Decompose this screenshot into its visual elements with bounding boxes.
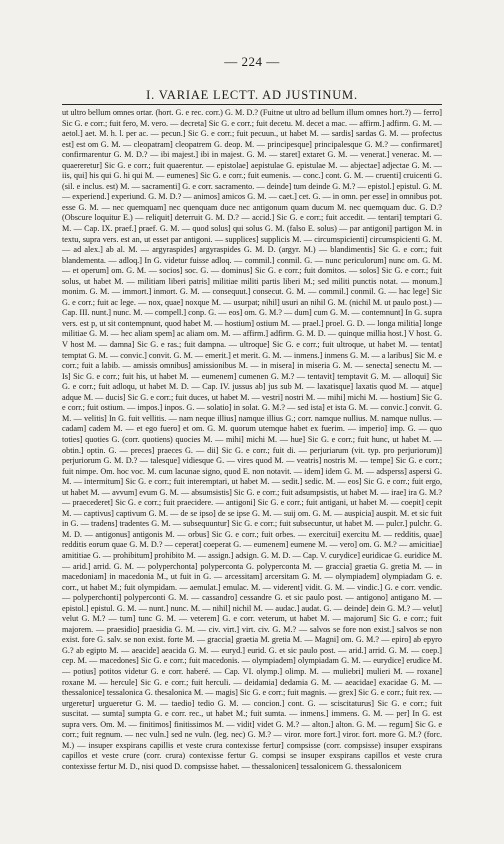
variant-readings-text: ut ultro bellum omnes ortar. (hort. G. e rec. corr.) G. M. D.? (Fuitne ut ultro ad bellum illum omnes hort.?) — ferro] Sic G. e corr.; fuit fero, M. vero. — decreta] Sic G. e corr.; fuit decetu. M. decet a mac. — affirm.] adfirm. G. M. — aetol.] aet. M. h. l. per ac. — pecun.] Sic G. e corr.; fuit pecuun., ut habet M. — sardis] sardas G. M. — profectus est] est om G. M. — cleopatram] cleopatrem G. deop. M. — principesque] principalesque G. M.? — confirmaret] confirmarentur G. M. D.? — ibi majest.] ibi in majest. G. M. — staret] extaret G. M. — venerat.] venerac. M. — quaereretur] Sic G. e corr.; fuit quaerentur. — epistolae] aepistulae G. epistulae M. — abjectae] adjectae G. M. — iis, qui] his qui G. hi qui M. — eumenes] Sic G. e corr.; fuit eumenis. — conc.] cont. G. M. — cruenti] cruicenti G. (sil. e inclus. est) M. — sacramenti] G. e corr. sacramento. — deinde] tum deinde G. M.? — epistol.] epistul. G. M. — experiend.] experiund. G. M. D.? — animos] amicos G. M. — caet.] cet. G. — in omn. per esse] in omnibus pot. esse G. M. — nec quemquam] nec quenquam duce nec antigonum quam ducum M. nec quemquam duc. G. D.? (Obscure loquitur E.) — reliquit] deterruit G. M. D.? — accid.] Sic G. e corr.; fuit accedit. — tentari] temptari G. M. — Cap. IX. praef.] praef. G. M. — quod solus] qui solus G. M. (falso E. solus) — par antigoni] partigon M. in textu, supra vers. est an, ut esset par antigoni. — supplices] supplicis M. — circumspicienti] circumspicienti G. M. — ad alex.] ab al. M. — argyraspides] argyraspides G. M. D. (argyr. M.) — blandimentis] Sic G. e corr.; fuit blandementa. — adloq.] In G. videtur fuisse adloq. — commil.] conmil. G. — nunc periculorum] nunc om. G. M. — et operum] om. G. M. — socios] soc. G. — dominus] Sic G. e corr.; fuit domitos. — solos] Sic G. e corr.; fuit solus, ut habet M. — militiam liberi patris] militiae militi partis liberi M.; sed militi punctis notat. — monum.] monim. G. M. — immort.] inmort. G. M. — consequut.] consecut. G. M. — commil.] conmil. G. — hac lege] Sic G. e corr.; fuit ac lege. — nox, quae] noxque M. — usurpat; nihil] usuri an nihil G. M. (nichil M. ut paulo post.) — Cap. III. nunt.] nunc. M. — compell.] conp. G. — eos] om. G. M.? — dum] cum G. M. — contemnunt] In G. supra vers. est p, ut sit contempnunt, quod habet M. — hostium] ostium M. — prael.] proel. G. D. — longa militia] longe militiae G. M. — hec aliam spem] ac aliam om. M. — affirm.] adfirm. G. M. D. — quinque millia host.] V host. G. V host M. — damna] Sic G. e ras.; fuit dampna. — ultroque] Sic G. e corr.; fuit ultroque, ut habet M. — tentat] temptat G. M. — convic.] convit. G. M. — emerit.] et merit. G. M. — inmens.] inmens G. M. — a laribus] Sic M. e corr.; fuit a labib. — amissis omnibus] amissionibus M. — in misera] in miseria G. M. — senecta] senectu M. — Is] Sic G. e corr.; fuit his, ut habet M. — eumenem] cumenen G. M.? — tentavit] temptavit G. M. — alloqui] Sic G. e corr.; fuit adloqu, ut habet M. D. — Cap. IV. jussus ab] jus sub M. — laxatisque] laxatis quod M. — atque] adque M. — ducis] Sic G. e corr.; fuit duces, ut habet M. — vestri] nostri M. — mihi] michi M. — hostium] Sic G. e corr.; fuit ostium. — impos.] inpos. G. — solatio] in solat. G. M.? — sed ista] et ista G. M. — convic.] convit. G. M. — velitis] In G. fuit vellitis. — nam neque illius] namque illius G.; corr. namque nullius. M. namque nullus. — cadam] cadem M. — et ego fuero] et om. G. M. quorum utemque habet ex fuerim. — imperio] imp. G. — quo toties] quoties G. (corr. quotiens) quocies M. — mihi] michi M. — hue] Sic G. e corr.; fuit hunc, ut habet M. — obtin.] optin. G. — preces] praeces G. — dii] Sic G. e corr.; fuit di. — perjuriarum (vit. typ. pro perjuriorum)] perjuriorum G. M. D.? — talesque] vidiesque G. — vires quod M. — veatris] nostris M. — tempe] Sic G. e corr.; fuit nimpe. Om. hoc voc. M. cum lacunae signo, quod E. non notavit. — idem] idem G. M. — adsperss] aspersi G. M. — intermitum] Sic G. e corr.; fuit interemptari, ut habet M. — sedit.] sedic. M. — eos] Sic G. e corr.; fuit ergo, ut habet M. — avvum] evum G. M. — absumsistis] Sic G. e corr.; fuit adsumpsistis, ut habet M. — irae] ira G. M.? — praecederet] Sic G. e corr.; fuit praecidere. — antigoni] Sic G. e corr.; fuit antigani, ut habet M. — coepit] cepit M. — captivus] captivum G. M. — de se ipso] de se ipse G. M. — suij om. G. M. — auspicia] auspit. M. et sic fuit in G. — tradens] tradentes G. M. — subsequuntur] Sic G. e corr.; fuit subsecuntur, ut habet M. — pulcr.] pulchr. G. M. D. — antigonus] antigonis M. — orbus] Sic G. e corr.; fuit orbes. — exercitui] exercitu M. — redditis, quae] redditis eorum quae G. M. D.? — ceperat] coeperat G. — eumenem] eumene M. — vero] om. G. M.? — amicitiae] amititiae G. — prohibitum] prohibito M. — assign.] adsign. G. M. D. — Cap. V. curydice] euridicae G. euridice M. — arid.] arrid. G. M. — polyperchonta] polyperconta G. polyperconta M. — graccia] graetia G. gretia M. — in macedoniam] in macedonia M., ut fuit in G. — arcessitam] arcersitam G. M. — olympiadem] olympiadam G. e. corr., ut habet M.; fuit olympidam. — aemulat.] emulac. M. — viderent] vidit. G. M. — vindic.] G. e corr. vendic. — polyperchonti] polyperconti G. M. — cassandro] cessandre G. et sic paulo post. — antigono] antigano M. — epistol.] epistul. G. M. — nunt.] nunc. M. — nihil] nichil M. — audac.] audat. G. — deinde] dein G. M.? — velut] velut G. M.? — tum] tunc G. M. — veterem] G. e corr. veterum, ut habet M. — majorum] Sic G. e corr.; fuit majorem. — praesidio] praesidia G. M. — civ. virt.] virt. civ. G. M.? — salvos se fore non exist.] salvos se non exist. fore G. salv. se non exist. forte M. — graccia] graetia M. gretia M. — Magni] om. G. M.? — epiro] ab epyro G.? ab egipto M. — aeacide] aeacida G. M. — euryd.] eurid. G. et sic paulo post. — arid.] arrid. G. M. — coep.] cep. M. — macedones] Sic G. e corr.; fuit macedonis. — olympiadem] olympiadam G. M. — eurydice] erudice M. — potius] potitos videtur G. e corr. haberé. — Cap. VI. olymp.] olimp. M. — muliebri] mulieri M. — roxane] roxane M. — hercule] Sic G. e corr.; fuit herculi. — deidamia] dedamia G. M. — aeacidae] exacidae G. M. — thessalonice] tessalonica G. thesalonica M. — magis] Sic G. e corr.; fuit magnis. — grex] Sic G. e corr.; fuit rex. — urgeretur] urgueretur G. M. — taedio] tedio G. M. — concion.] cont. G. — sciscitaturus] Sic G. e corr.; fuit suscitat. — sumta] sumpta G. e corr. rec., ut habet M.; fuit sumta. — inmens.] immens. G. M. — per] In G. est supra vers. Om. M. — finitimos] finitissimos M. — vidit] videt G. M.? — alton.] alton. G. M. — regum] Sic G. e corr.; fuit regnum. — nec vuln.] sed ne vuln. (leg. nec) G. M.? — viror. more fort.] viror. fort. more G. M.? (forc. M.) — insuper exspirans capillis et veste crura contexisse fertur] compsisse (corr. compsisse) insuper exspirans capillos et veste crure (corr. crura) contexisse fertur G. compsi se insuper exspirans capillos et veste crura contexisse fertur M. D., nisi quod D. compsisse habet. — thessalonicen] tessalonicem G. thessalonicem bbox=[62, 108, 442, 771]
section-heading: I. VARIAE LECTT. AD JUSTINUM. bbox=[146, 88, 358, 102]
page-number: — 224 — bbox=[224, 54, 280, 69]
heading-rule bbox=[62, 104, 442, 105]
